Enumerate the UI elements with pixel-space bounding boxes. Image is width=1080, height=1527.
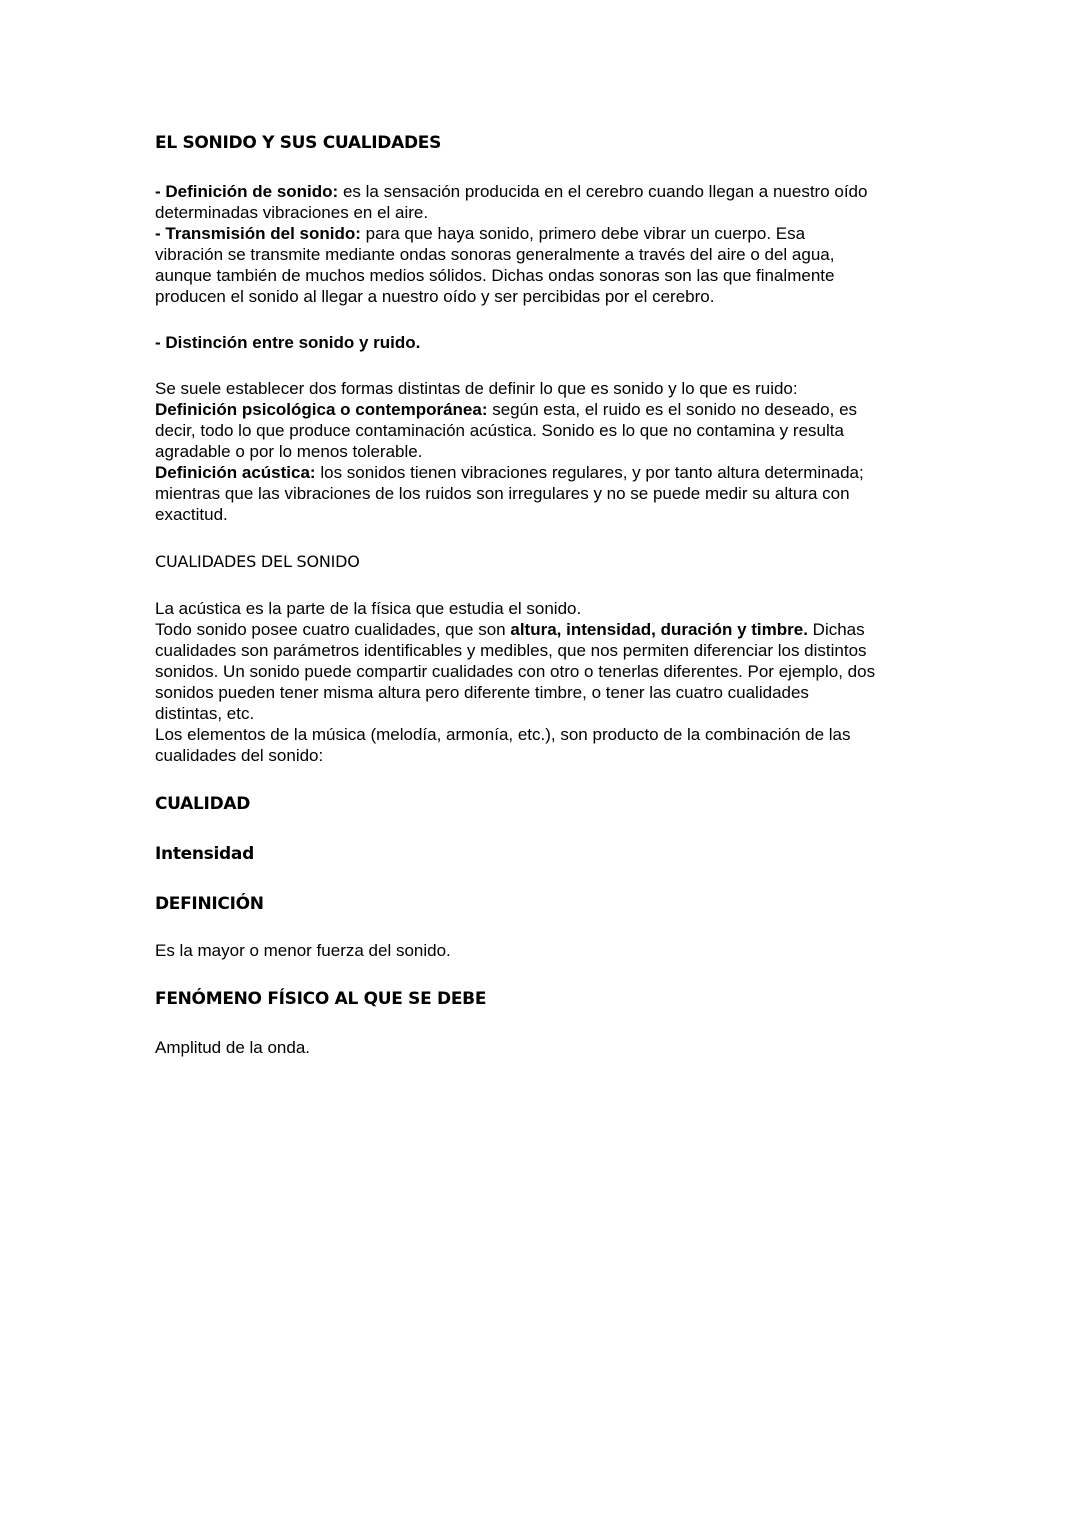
text: es la sensación producida en el cerebro cuando llegan a nuestro oído bbox=[338, 182, 868, 201]
text: exactitud. bbox=[155, 505, 228, 524]
text-line bbox=[155, 640, 867, 662]
text-line bbox=[155, 332, 420, 354]
text: producen el sonido al llegar a nuestro oído y ser percibidas por el cerebro. bbox=[155, 287, 715, 306]
text-line bbox=[155, 745, 323, 767]
text: aunque también de muchos medios sólidos. Dichas ondas sonoras son las que finalmente bbox=[155, 266, 835, 285]
text-line bbox=[155, 441, 422, 463]
text: sonidos pueden tener misma altura pero diferente timbre, o tener las cuatro cualidades bbox=[155, 683, 809, 702]
text: Es la mayor o menor fuerza del sonido. bbox=[155, 941, 451, 960]
heading-fenomeno: FENÓMENO FÍSICO AL QUE SE DEBE bbox=[155, 989, 487, 1009]
text-line bbox=[155, 682, 809, 704]
text-line bbox=[155, 483, 850, 505]
text-line bbox=[155, 202, 428, 224]
text: cualidades son parámetros identificables y medibles, que nos permiten diferenciar los distintos bbox=[155, 641, 867, 660]
text: Amplitud de la onda. bbox=[155, 1038, 310, 1057]
text-line bbox=[155, 619, 865, 641]
bold-text: - Distinción entre sonido y ruido. bbox=[155, 333, 421, 352]
text-line bbox=[155, 1037, 310, 1059]
bold-text: - Definición de sonido: bbox=[155, 182, 339, 201]
text: para que haya sonido, primero debe vibrar un cuerpo. Esa bbox=[360, 224, 806, 243]
bold-text: - Transmisión del sonido: bbox=[155, 224, 361, 243]
text: agradable o por lo menos tolerable. bbox=[155, 442, 423, 461]
text: sonidos. Un sonido puede compartir cualidades con otro o tenerlas diferentes. Por ejemplo, dos bbox=[155, 662, 876, 681]
document-title: EL SONIDO Y SUS CUALIDADES bbox=[155, 133, 442, 153]
text-line bbox=[155, 724, 850, 746]
bold-text: Definición acústica: bbox=[155, 463, 316, 482]
text: los sonidos tienen vibraciones regulares, y por tanto altura determinada; bbox=[315, 463, 864, 482]
text: vibración se transmite mediante ondas sonoras generalmente a través del aire o del agua, bbox=[155, 245, 835, 264]
text-line bbox=[155, 420, 844, 442]
text: Todo sonido posee cuatro cualidades, que son bbox=[155, 620, 511, 639]
text: cualidades del sonido: bbox=[155, 746, 324, 765]
section-title: CUALIDADES DEL SONIDO bbox=[155, 552, 360, 571]
text-line bbox=[155, 378, 798, 400]
text: Dichas bbox=[807, 620, 865, 639]
text: La acústica es la parte de la física que estudia el sonido. bbox=[155, 599, 582, 618]
text-line bbox=[155, 462, 864, 484]
text-line bbox=[155, 661, 875, 683]
bold-text: altura, intensidad, duración y timbre. bbox=[510, 620, 808, 639]
text-line bbox=[155, 598, 581, 620]
text: decir, todo lo que produce contaminación acústica. Sonido es lo que no contamina y resulta bbox=[155, 421, 844, 440]
bold-text: Definición psicológica o contemporánea: bbox=[155, 400, 488, 419]
text-line bbox=[155, 265, 834, 287]
text-line bbox=[155, 703, 254, 725]
text: Los elementos de la música (melodía, armonía, etc.), son producto de la combinación de las bbox=[155, 725, 851, 744]
text: mientras que las vibraciones de los ruidos son irregulares y no se puede medir su altura con bbox=[155, 484, 850, 503]
text-line bbox=[155, 181, 867, 203]
heading-cualidad: CUALIDAD bbox=[155, 794, 251, 814]
text-line bbox=[155, 504, 228, 526]
text: según esta, el ruido es el sonido no deseado, es bbox=[487, 400, 858, 419]
text-line bbox=[155, 286, 714, 308]
text-line bbox=[155, 223, 805, 245]
text-line bbox=[155, 244, 834, 266]
text: determinadas vibraciones en el aire. bbox=[155, 203, 429, 222]
heading-definicion: DEFINICIÓN bbox=[155, 894, 264, 914]
text-line bbox=[155, 940, 451, 962]
text-line bbox=[155, 399, 857, 421]
text: Se suele establecer dos formas distintas de definir lo que es sonido y lo que es ruido: bbox=[155, 379, 798, 398]
text: distintas, etc. bbox=[155, 704, 255, 723]
heading-intensidad: Intensidad bbox=[155, 844, 254, 864]
